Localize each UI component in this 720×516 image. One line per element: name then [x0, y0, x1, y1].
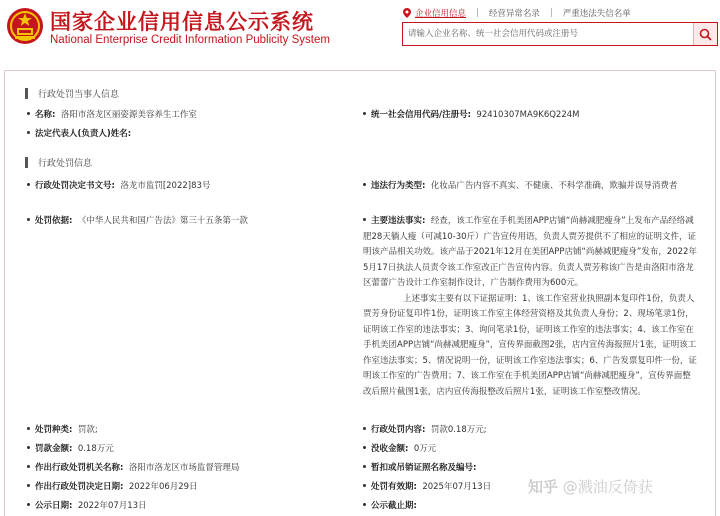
field-penalty-basis: [27, 214, 347, 230]
decision-date-value: 2022年06月29日: [128, 482, 198, 492]
violation-type-label: 违法行为类型:: [371, 181, 426, 191]
field-penalty-content: [363, 423, 697, 439]
field-violation-type: [363, 179, 697, 195]
watermark-site: 知乎: [528, 478, 559, 496]
nav-separator: |: [549, 8, 553, 18]
nav-abnormal-list[interactable]: 经营异常名录: [488, 9, 540, 19]
search-icon: [699, 28, 712, 41]
license-revocation-label: 暂扣或吊销证照名称及编号:: [371, 463, 477, 473]
penalty-content-value: 罚款0.18万元;: [430, 425, 487, 435]
penalty-basis-label: 处罚依据:: [35, 216, 73, 226]
penalty-basis-value: 《中华人民共和国广告法》第三十五条第一款: [77, 216, 248, 226]
credit-code-label: 统一社会信用代码/注册号:: [371, 110, 472, 120]
fine-amount-label: 罚款金额:: [35, 444, 73, 454]
penalty-detail-card: [4, 70, 716, 516]
field-publicity-date: [27, 499, 347, 515]
decision-number-label: 行政处罚决定书文号:: [35, 181, 115, 191]
penalty-validity-value: 2025年07月13日: [422, 482, 492, 492]
search-button[interactable]: [693, 23, 717, 45]
confiscation-amount-label: 没收金额:: [371, 444, 409, 454]
field-party-name: [27, 108, 347, 124]
fine-amount-value: 0.18万元: [77, 444, 114, 454]
field-confiscation-amount: [363, 442, 697, 458]
penalty-authority-value: 洛阳市洛龙区市场监督管理局: [128, 463, 240, 473]
field-decision-number: [27, 179, 347, 195]
penalty-kind-label: 处罚种类:: [35, 425, 73, 435]
section-bar: [25, 157, 28, 168]
site-title-cn: 国家企业信用信息公示系统: [50, 10, 314, 34]
nav-credit-info[interactable]: 企业信用信息: [415, 9, 467, 19]
section-party-title: 行政处罚当事人信息: [38, 90, 120, 100]
national-emblem-icon: [6, 6, 44, 46]
field-legal-rep: [27, 127, 347, 143]
credit-code-value: 92410307MA9K6Q224M: [476, 110, 580, 120]
search-input[interactable]: [403, 23, 693, 45]
penalty-validity-label: 处罚有效期:: [371, 482, 417, 492]
field-penalty-kind: [27, 423, 347, 439]
section-party-header: [25, 87, 119, 100]
nav-serious-violation-list[interactable]: 严重违法失信名单: [562, 9, 631, 19]
decision-number-value: 洛龙市监罚[2022]83号: [120, 181, 211, 191]
section-bar: [25, 88, 28, 99]
confiscation-amount-value: 0万元: [413, 444, 437, 454]
publicity-end-date-label: 公示截止期:: [371, 501, 417, 511]
publicity-date-value: 2022年07月13日: [77, 501, 147, 511]
site-title-en: National Enterprise Credit Information Publicity System: [50, 34, 330, 46]
location-pin-icon: [403, 8, 411, 18]
field-fine-amount: [27, 442, 347, 458]
violation-type-value: 化妆品广告内容不真实、不健康、不科学准确，欺骗并误导消费者: [430, 181, 678, 191]
field-publicity-end-date: [363, 499, 697, 515]
field-decision-date: [27, 480, 347, 496]
section-penalty-header: [25, 156, 92, 169]
party-name-value: 洛阳市洛龙区丽姿源美容养生工作室: [60, 110, 197, 120]
watermark-user: @溅油反倚获: [562, 478, 653, 496]
penalty-authority-label: 作出行政处罚机关名称:: [35, 463, 124, 473]
penalty-content-label: 行政处罚内容:: [371, 425, 426, 435]
field-penalty-authority: [27, 461, 347, 477]
field-license-revocation: [363, 461, 697, 477]
section-penalty-title: 行政处罚信息: [38, 159, 93, 169]
decision-date-label: 作出行政处罚决定日期:: [35, 482, 124, 492]
party-name-label: 名称:: [35, 110, 56, 120]
main-facts-paragraph-1: 经查，该工作室在手机美团APP店铺“尚赫减肥瘦身”上发布产品经络减肥28天躺人瘦（可减10-30斤）广告宣传用语，负责人贾芳提供不了相应的证明文件，证明该产品相关功效。该产品于2021年12月在美团APP店铺“尚赫减肥瘦身”发布，2022年5月17日执法人员责令该工作室改正广告宣传内容。负责人贾芳称该广告是由洛阳市洛龙区蕾蕾广告设计工作室制作设计，广告制作费用为600元。: [363, 216, 697, 288]
site-header: [0, 0, 720, 62]
search-box: [402, 22, 718, 46]
main-facts-paragraph-2: 上述事实主要有以下证据证明：1、该工作室营业执照副本复印件1份，负责人贾芳身份证复印件1份，证明该工作室主体经营资格及其负责人身份；2、现场笔录1份，证明该工作室的违法事实；3、询问笔录1份，证明该工作室的违法事实；4、该工作室在手机美团APP店铺“尚赫减肥瘦身”，宣传界面截图2张，店内宣传海报照片1张，证明该工作室违法事实；5、情况说明一份，证明该工作室违法事实；6、广告发票复印件一份，证明该工作室的广告费用；7、该工作室在手机美团APP店铺“尚赫减肥瘦身”，宣传界面整改后照片截图1张，店内宣传海报整改后照片1张，证明该工作室整改情况。: [363, 293, 697, 397]
main-facts-label: 主要违法事实:: [371, 216, 426, 226]
nav-separator: |: [476, 8, 479, 18]
field-credit-code: [363, 108, 703, 124]
legal-rep-label: 法定代表人(负责人)姓名:: [35, 129, 132, 139]
publicity-date-label: 公示日期:: [35, 501, 73, 511]
top-nav: [403, 7, 631, 19]
penalty-kind-value: 罚款;: [77, 425, 98, 435]
field-main-facts: [363, 214, 697, 400]
zhihu-watermark: [528, 476, 653, 497]
